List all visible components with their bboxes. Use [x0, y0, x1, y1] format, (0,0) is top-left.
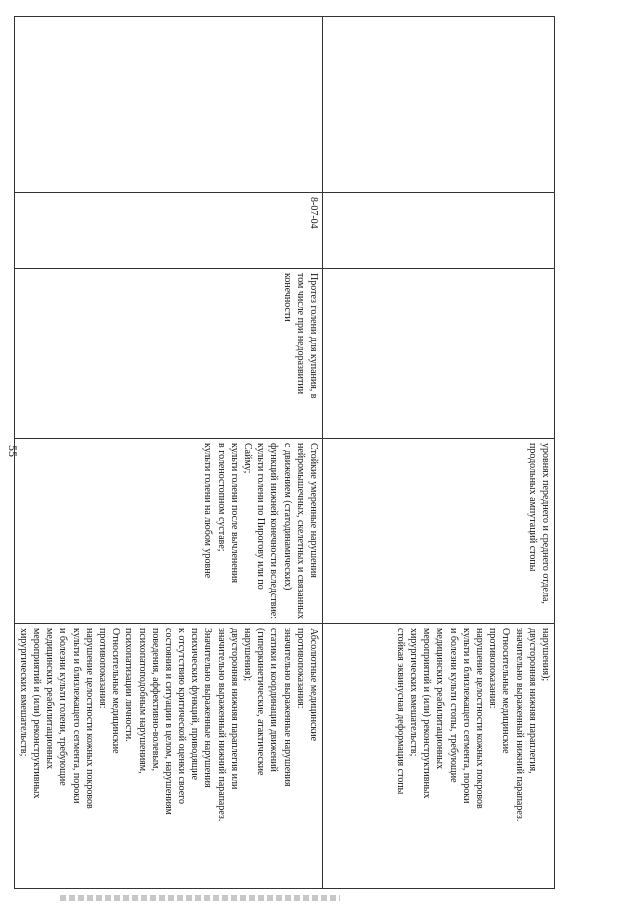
text-line: Значительно выраженные нарушения	[202, 628, 214, 788]
text-line: противопоказания:	[294, 628, 306, 709]
medical-devices-table	[14, 16, 555, 889]
text-line: нарушение целостности кожных покровов	[83, 628, 95, 809]
text-line: культи голени после вычленения	[228, 443, 240, 583]
text-line: двусторонняя нижняя параплегия или	[228, 628, 240, 790]
text-line: Сайму;	[242, 443, 254, 474]
text-line: статики и координации движений	[268, 628, 280, 772]
text-line: поведения, аффективно-волевым,	[149, 628, 161, 771]
text-line: психических функций, приводящие	[189, 628, 201, 781]
text-line: нарушения);	[540, 628, 551, 682]
text-line: культи и близлежащего сегмента, пороки	[70, 628, 82, 804]
text-line: хирургических вмешательств;	[17, 628, 29, 757]
scan-edge-mark	[60, 895, 340, 901]
text-line: психопатоподобным нарушениям,	[136, 628, 148, 774]
page-number: 55	[6, 445, 20, 457]
indications-cell	[323, 439, 555, 624]
text-line: культи голени на любом уровне	[202, 443, 214, 579]
text-line: противопоказания:	[97, 628, 108, 709]
text-line: к отсутствию критической оценки своего	[176, 628, 188, 805]
indications-cell	[14, 439, 322, 624]
text-line: Протез голени для купания, в	[308, 273, 319, 399]
text-line: хирургических вмешательств;	[408, 628, 420, 757]
text-line: уровнях переднего и среднего отдела,	[540, 443, 551, 604]
text-line: нарушения);	[242, 628, 254, 682]
text-line: противопоказания:	[487, 628, 499, 709]
text-line: состояния и ситуации в целом, нарушениям	[162, 628, 174, 815]
code-text: 8-07-04	[308, 197, 319, 229]
code-cell	[323, 193, 555, 269]
text-line: медицинских реабилитационных	[44, 628, 56, 770]
text-line: (гиперкинетические, атактические	[255, 628, 267, 776]
text-line: конечности	[281, 273, 293, 322]
blank-cell	[14, 17, 322, 193]
contraindications-cell	[14, 624, 322, 889]
text-line: с движением (статодинамических)	[281, 443, 293, 591]
blank-cell	[323, 17, 555, 193]
text-line: значительно выраженный нижний парапарез.	[513, 628, 525, 822]
rotated-page-content	[17, 16, 555, 888]
text-line: функций нижней конечности вследствие:	[268, 443, 280, 620]
text-line: медицинских реабилитационных	[434, 628, 446, 770]
contraindications-cell	[323, 624, 555, 889]
text-line: Абсолютные медицинские	[308, 628, 319, 742]
text-line: двусторонняя нижняя параплегия,	[526, 628, 538, 774]
text-line: и болезни культи стопы, требующие	[447, 628, 459, 783]
code-cell	[14, 193, 322, 269]
text-line: и болезни культи голени, требующие	[57, 628, 69, 786]
table-row	[14, 17, 322, 889]
text-line: психопатизации личности.	[123, 628, 135, 742]
name-cell	[14, 269, 322, 439]
text-line: Относительные медицинские	[500, 628, 512, 754]
name-cell	[323, 269, 555, 439]
text-line: культи голени по Пирогову или по	[255, 443, 267, 590]
text-line: значительно выраженные нарушения	[281, 628, 293, 787]
text-line: мероприятий и (или) реконструктивных	[421, 628, 433, 799]
text-line: нарушение целостности кожных покровов	[474, 628, 486, 809]
text-line: в голеностопном суставе;	[215, 443, 227, 552]
text-line: нейромышечных, скелетных и связанных	[294, 443, 306, 620]
text-line: мероприятий и (или) реконструктивных	[31, 628, 43, 799]
text-line: культи и близлежащего сегмента, пороки	[460, 628, 472, 804]
text-line: стойкая эквинусная деформация стопы	[394, 628, 406, 795]
text-line: том числе при недоразвитии	[294, 273, 306, 395]
text-line: продольных ампутаций стопы	[526, 443, 538, 572]
text-line: Стойкие умеренные нарушения	[308, 443, 319, 578]
table-row	[323, 17, 555, 889]
text-line: значительно выраженный нижний парапарез.	[215, 628, 227, 822]
text-line: Относительные медицинские	[110, 628, 122, 754]
